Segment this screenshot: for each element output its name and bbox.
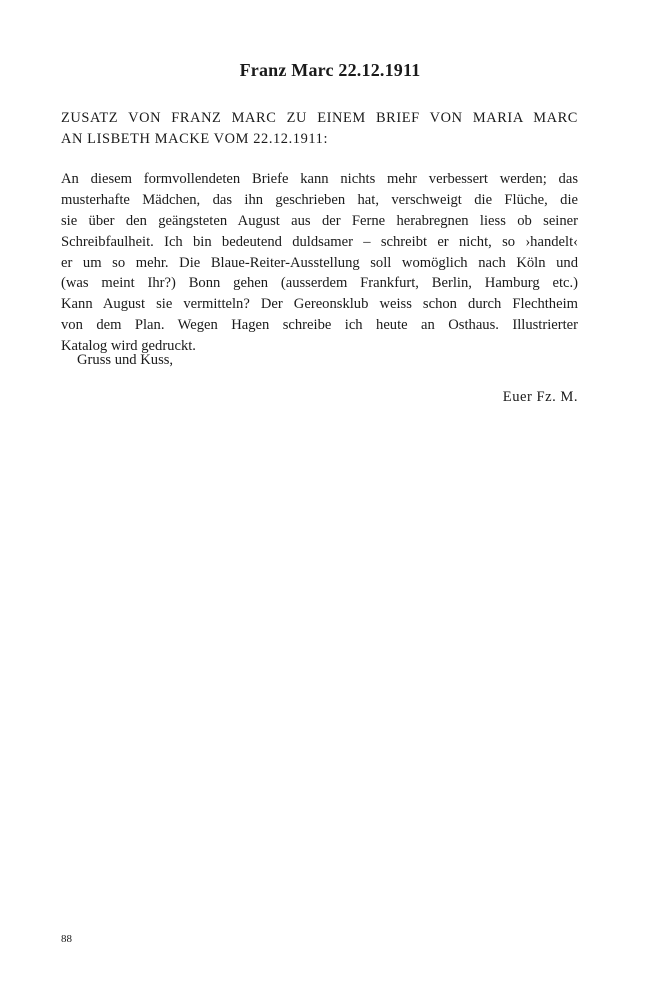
page-title: Franz Marc 22.12.1911: [239, 60, 421, 80]
letter-heading: [61, 108, 578, 150]
letter-body: [61, 169, 578, 357]
body-line: (was meint Ihr?) Bonn gehen (ausserdem Frankfurt, Berlin, Hamburg etc.): [61, 275, 578, 292]
page-number: 88: [61, 933, 72, 945]
body-line: sie über den geängsteten August aus der Ferne herabregnen liess ob seiner: [61, 212, 578, 229]
letter-heading-line: ZUSATZ VON FRANZ MARC ZU EINEM BRIEF VON MARIA MARC: [61, 110, 578, 126]
body-line: Schreibfaulheit. Ich bin bedeutend duldsamer – schreibt er nicht, so ›handelt‹: [61, 233, 578, 250]
body-line: er um so mehr. Die Blaue-Reiter-Ausstellung soll womöglich nach Köln und: [61, 254, 578, 271]
body-line: musterhafte Mädchen, das ihn geschrieben hat, verschweigt die Flüche, die: [61, 191, 578, 208]
letter-heading-line: AN LISBETH MACKE VOM 22.12.1911:: [61, 131, 329, 147]
body-line: Kann August sie vermitteln? Der Gereonsklub weiss schon durch Flechtheim: [61, 296, 578, 313]
body-line: Katalog wird gedruckt.: [61, 338, 196, 355]
body-line: An diesem formvollendeten Briefe kann nichts mehr verbessert werden; das: [61, 171, 578, 187]
body-line: von dem Plan. Wegen Hagen schreibe ich heute an Osthaus. Illustrierter: [61, 317, 578, 334]
signature: Euer Fz. M.: [502, 389, 578, 405]
closing-salutation: Gruss und Kuss,: [77, 352, 174, 368]
